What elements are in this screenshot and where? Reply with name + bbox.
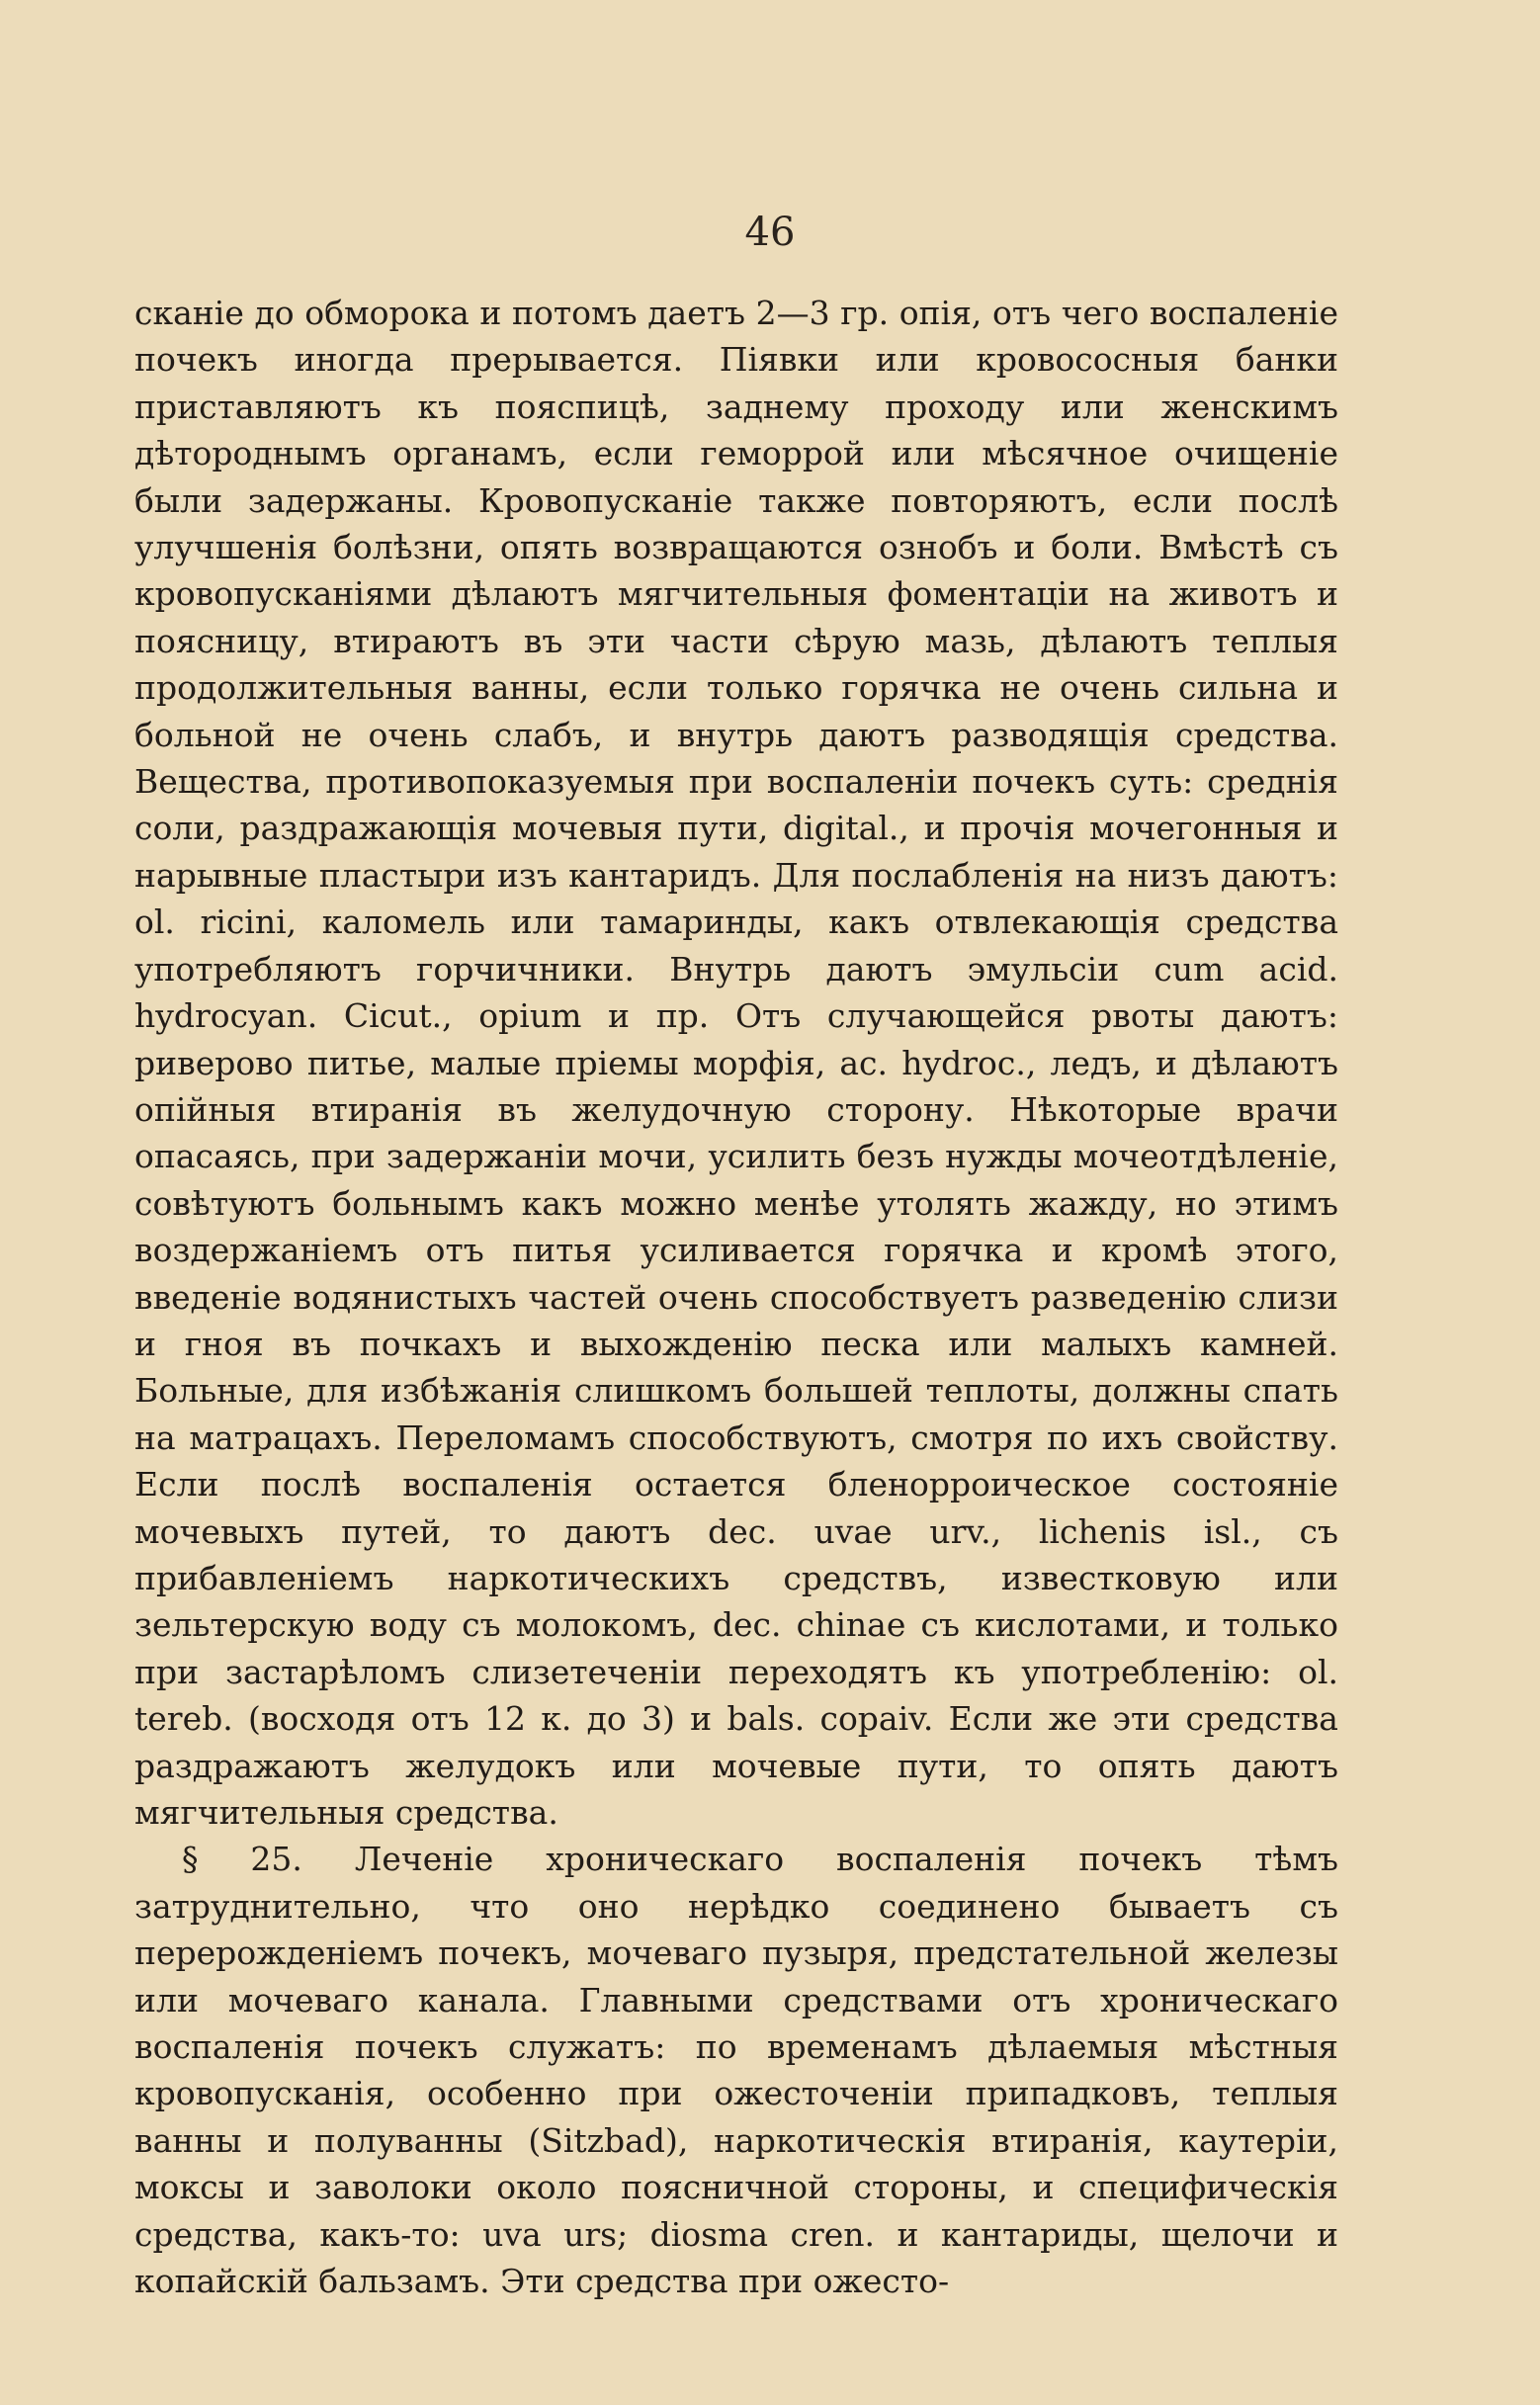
paragraph-continued: сканіе до обморока и потомъ даетъ 2—3 гр. опія, отъ чего воспаленіе почекъ иногда прерывается. Піявки или кровососныя банки приставляютъ къ пояспицѣ, заднему проходу или женскимъ дѣтороднымъ органамъ, если геморрой или мѣсячное очищеніе были задержаны. Кровопусканіе также повторяютъ, если послѣ улучшенія болѣзни, опять возвращаются ознобъ и боли. Вмѣстѣ съ кровопусканіями дѣлаютъ мягчительныя фоментаціи на животъ и поясницу, втираютъ въ эти части сѣрую мазь, дѣлаютъ теплыя продолжительныя ванны, если только горячка не очень сильна и больной не очень слабъ, и внутрь даютъ разводящія средства. Вещества, противопоказуемыя при воспаленіи почекъ суть: среднія соли, раздражающія мочевыя пути, digital., и прочія мочегонныя и нарывные пластыри изъ кантаридъ. Для послабленія на низъ даютъ: ol. ricini, каломель или тамаринды, какъ отвлекающія средства употребляютъ горчичники. Внутрь даютъ эмульсіи cum acid. hydrocyan. Cicut., opium и пр. Отъ случающейся рвоты даютъ: риверово питье, малые пріемы морфія, ac. hydroc., ледъ, и дѣлаютъ опійныя втиранія въ желудочную сторону. Нѣкоторые врачи опасаясь, при задержаніи мочи, усилить безъ нужды мочеотдѣленіе, совѣтуютъ больнымъ какъ можно менѣе утолять жажду, но этимъ воздержаніемъ отъ питья усиливается горячка и кромѣ этого, введеніе водянистыхъ частей очень способствуетъ разведенію слизи и гноя въ почкахъ и выхожденію песка или малыхъ камней. Больные, для избѣжанія слишкомъ большей теплоты, должны спать на матрацахъ. Переломамъ способствуютъ, смотря по ихъ свойству. Если послѣ воспаленія остается бленорроическое состояніе мочевыхъ путей, то даютъ dec. uvae urv., lichenis isl., съ прибавленіемъ наркотическихъ средствъ, известковую или зельтерскую воду съ молокомъ, dec. chinae съ кислотами, и только при застарѣломъ слизетеченіи переходятъ къ употребленію: ol. tereb. (восходя отъ 12 к. до 3) и bals. copaiv. Если же эти средства раздражаютъ желудокъ или мочевые пути, то опять даютъ мягчительныя средства. — [134, 294, 1338, 1832]
page-body — [134, 290, 1338, 2304]
page-number: 46 — [744, 210, 796, 255]
paragraph-section-25: § 25. Леченіе хроническаго воспаленія почекъ тѣмъ затруднительно, что оно нерѣдко соединено бываетъ съ перерожденіемъ почекъ, мочеваго пузыря, предстательной железы или мочеваго канала. Главными средствами отъ хроническаго воспаленія почекъ служатъ: по временамъ дѣлаемыя мѣстныя кровопусканія, особенно при ожесточеніи припадковъ, теплыя ванны и полуванны (Sitzbad), наркотическія втиранія, каутеріи, моксы и заволоки около поясничной стороны, и специфическія средства, какъ-то: uva urs; diosma cren. и кантариды, щелочи и копайскій бальзамъ. Эти средства при ожесто- — [134, 1840, 1338, 2301]
